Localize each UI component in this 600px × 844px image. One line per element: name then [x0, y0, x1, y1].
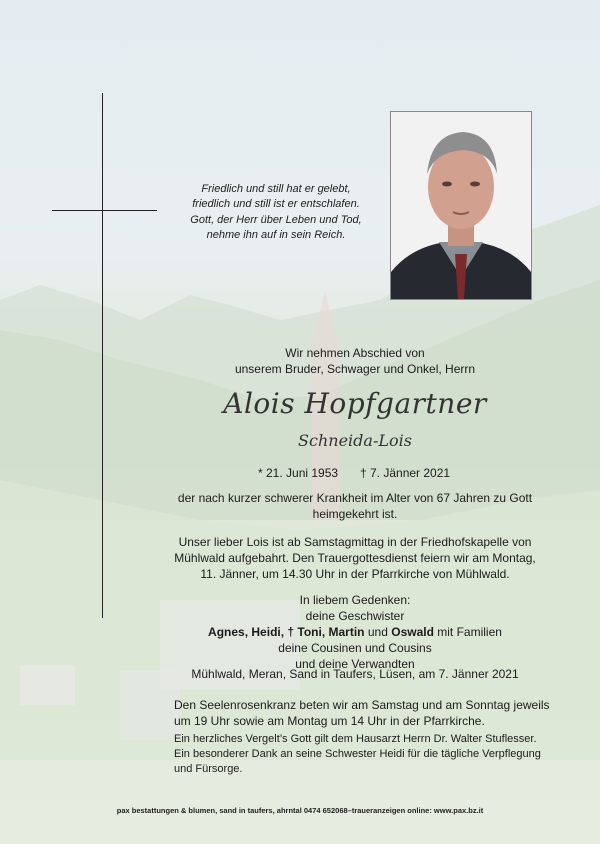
- text-line: der nach kurzer schwerer Krankheit im Alter von 67 Jahren zu Gott: [177, 491, 533, 505]
- cross-horizontal-bar: [52, 210, 157, 211]
- intro-line: Wir nehmen Abschied von: [285, 346, 425, 360]
- text-line: Mühlwald aufgebahrt. Den Trauergottesdienst feiern wir am Montag,: [174, 551, 536, 565]
- text-line: Unser lieber Lois ist ab Samstagmittag in der Friedhofskapelle von: [178, 535, 532, 549]
- remembrance-names: [160, 624, 550, 640]
- poem-line: Gott, der Herr über Leben und Tod,: [190, 213, 362, 226]
- deceased-name: Alois Hopfgartner: [223, 387, 487, 420]
- deceased-nickname: Schneida-Lois: [298, 431, 412, 450]
- text-line: um 19 Uhr sowie am Montag um 14 Uhr in der Pfarrkirche.: [174, 714, 485, 728]
- remembrance-heading: In liebem Gedenken:: [299, 593, 411, 607]
- birth-date: * 21. Juni 1953: [258, 466, 339, 480]
- portrait-photo: [390, 111, 532, 300]
- intro-text: [160, 345, 550, 377]
- remembrance-siblings: deine Geschwister: [305, 609, 405, 623]
- intro-line: unserem Bruder, Schwager und Onkel, Herrn: [234, 362, 476, 376]
- remembrance-cousins: deine Cousinen und Cousins: [278, 641, 432, 655]
- names-suffix: mit Familien: [437, 625, 502, 639]
- cross-vertical-bar: [102, 93, 103, 618]
- rosary-info: [174, 697, 564, 729]
- poem-line: nehme ihn auf in sein Reich.: [206, 229, 346, 242]
- text-line: heimgekehrt ist.: [312, 507, 398, 521]
- remembrance-block: [160, 592, 550, 672]
- text-line: und Fürsorge.: [174, 763, 243, 775]
- text-line: Ein herzliches Vergelt’s Gott gilt dem Hausarzt Herrn Dr. Walter Stuflesser.: [174, 733, 537, 745]
- funeral-info: [160, 534, 550, 582]
- text-line: 11. Jänner, um 14.30 Uhr in der Pfarrkirche von Mühlwald.: [200, 567, 510, 581]
- passing-text: [160, 490, 550, 522]
- poem-line: Friedlich und still hat er gelebt,: [201, 183, 351, 195]
- place-date: Mühlwald, Meran, Sand in Taufers, Lüsen, am 7. Jänner 2021: [191, 667, 519, 681]
- sibling-names: Agnes, Heidi,: [208, 625, 285, 639]
- text-line: Ein besonderer Dank an seine Schwester Heidi für die tägliche Verpflegung: [174, 748, 541, 760]
- thanks-text: [174, 732, 564, 777]
- poem: [160, 182, 392, 244]
- remembrance-relatives: und deine Verwandten: [295, 657, 415, 671]
- death-date: † 7. Jänner 2021: [360, 466, 451, 480]
- poem-line: friedlich und still ist er entschlafen.: [192, 198, 360, 211]
- footer-imprint: pax bestattungen & blumen, sand in taufers, ahrntal 0474 652068–traueranzeigen online: www.pax.bz.it: [116, 806, 484, 815]
- sibling-name: Oswald: [391, 625, 434, 639]
- conjunction: und: [367, 625, 388, 639]
- text-line: Den Seelenrosenkranz beten wir am Samstag und am Sonntag jeweils: [174, 698, 550, 712]
- sibling-names: † Toni, Martin: [287, 625, 365, 639]
